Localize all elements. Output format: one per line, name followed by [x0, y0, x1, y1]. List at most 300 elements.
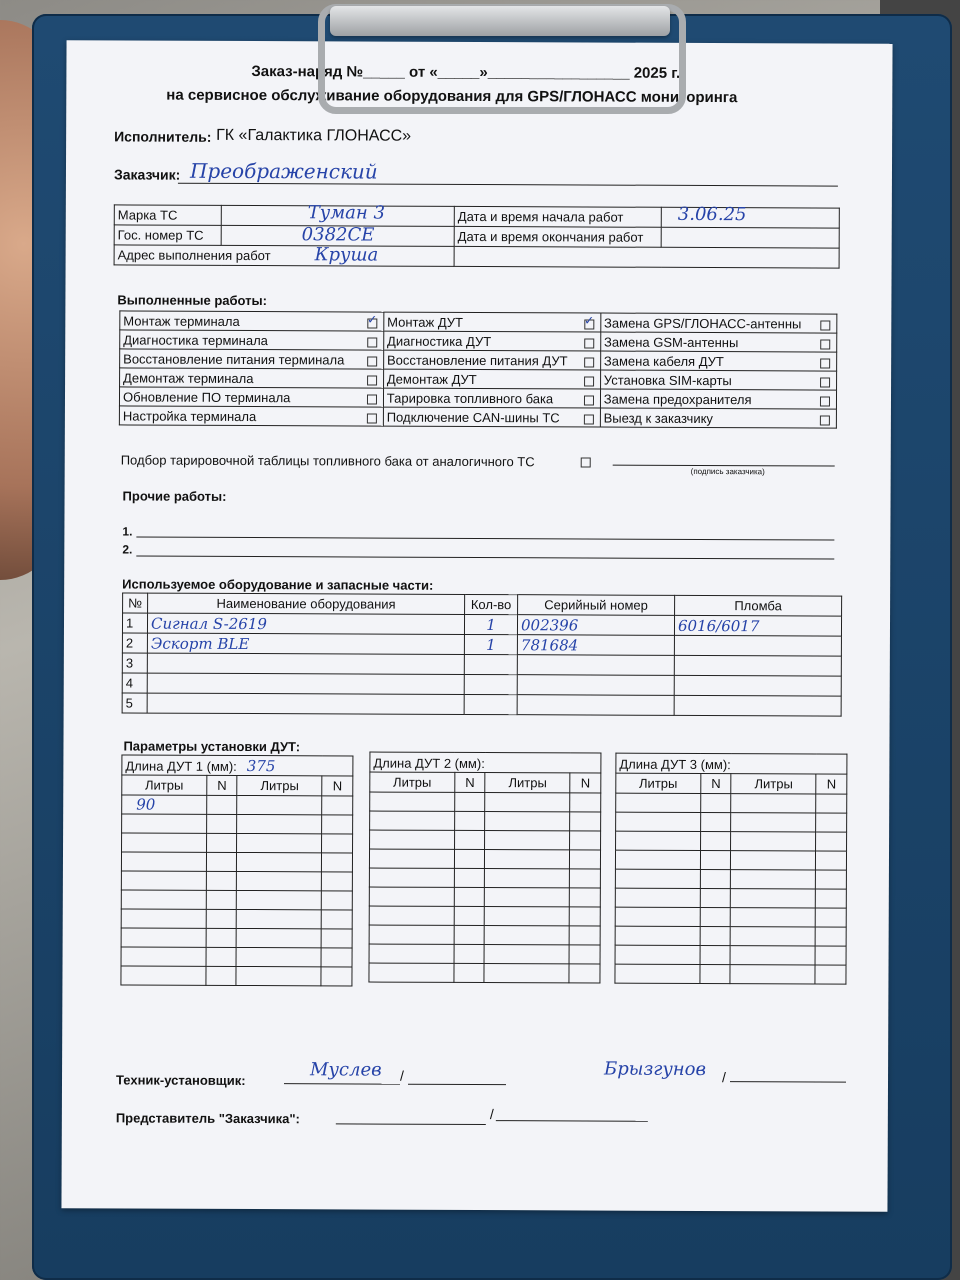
- dut-header-cell: Литры: [731, 774, 816, 794]
- works-cell: [120, 349, 384, 369]
- dut-data-cell: [121, 966, 206, 985]
- dut-data-cell: [206, 871, 237, 890]
- dut-data-cell: [322, 834, 353, 853]
- other-line-2: [136, 556, 834, 560]
- dut-data-cell: [700, 869, 731, 888]
- dut-length-cell: [122, 755, 353, 776]
- dut-data-cell: [121, 852, 206, 871]
- dut-data-cell: [570, 869, 601, 888]
- works-item-label: Диагностика терминала: [123, 331, 268, 348]
- dut-header-row: [122, 775, 353, 796]
- dut-data-row: [369, 925, 600, 945]
- works-cell: [120, 311, 384, 331]
- dut-data-cell: [485, 793, 570, 812]
- dut-data-cell: [122, 814, 207, 833]
- dut-data-cell: [570, 850, 601, 869]
- technician-slash: /: [400, 1067, 404, 1084]
- dut-data-cell: [322, 796, 353, 815]
- dut-data-cell: [322, 891, 353, 910]
- dut-data-cell: [700, 926, 731, 945]
- dut-data-row: [121, 909, 352, 929]
- dut-data-cell: [206, 852, 237, 871]
- dut-data-row: [369, 963, 600, 983]
- representative-line: [336, 1123, 486, 1125]
- equipment-cell: [147, 653, 464, 674]
- equipment-cell: [674, 655, 841, 676]
- dut-data-cell: [454, 925, 485, 944]
- dut-data-cell: [237, 814, 322, 833]
- dut-header-cell: Литры: [370, 772, 455, 792]
- dut-data-row: [369, 906, 600, 926]
- works-cell: [383, 369, 600, 389]
- works-checkbox[interactable]: [820, 339, 830, 349]
- dut-data-cell: [322, 853, 353, 872]
- works-checkbox[interactable]: [584, 338, 594, 348]
- works-checkbox[interactable]: [820, 377, 830, 387]
- dut-data-cell: [700, 964, 731, 983]
- works-item-label: Монтаж терминала: [123, 312, 240, 329]
- dut-data-row: [616, 812, 847, 832]
- works-item-label: Подключение CAN-шины ТС: [386, 409, 560, 425]
- dut-length-row: [616, 753, 847, 774]
- dut-data-cell: [570, 793, 601, 812]
- dut-data-cell: [485, 831, 570, 850]
- works-item-label: Демонтаж ДУТ: [386, 371, 477, 387]
- dut-data-row: [615, 907, 846, 927]
- dut-data-cell: [121, 928, 206, 947]
- dut-data-row: [615, 850, 846, 870]
- technician-label: Техник-установщик:: [115, 1072, 246, 1088]
- dut-data-cell: [121, 890, 206, 909]
- dut-data-cell: [815, 946, 846, 965]
- brand-handwriting: Туман 3: [307, 202, 385, 224]
- dut-data-cell: [206, 833, 237, 852]
- equipment-cell: 002396: [517, 615, 674, 636]
- dut-data-cell: [731, 908, 816, 927]
- dut-data-cell: [730, 946, 815, 965]
- dut-data-row: [121, 852, 352, 872]
- dut-data-cell: [236, 947, 321, 966]
- dut-length-label: Длина ДУТ 3 (мм):: [619, 756, 731, 772]
- works-checkbox[interactable]: [584, 395, 594, 405]
- equipment-cell: 2: [122, 633, 147, 653]
- dut-length-label: Длина ДУТ 2 (мм):: [373, 755, 485, 771]
- dut-data-cell: [455, 792, 486, 811]
- dut-data-row: [615, 926, 846, 946]
- dut-data-cell: [700, 945, 731, 964]
- dut-data-cell: [615, 850, 700, 869]
- dut-data-cell: [701, 793, 732, 812]
- dut-length-label: Длина ДУТ 1 (мм):: [125, 757, 237, 774]
- works-item-label: Замена GPS/ГЛОНАСС-антенны: [604, 315, 802, 331]
- clipboard-clip-bar: [330, 6, 670, 36]
- dut-data-cell: [237, 909, 322, 928]
- dut-data-cell: [816, 794, 847, 813]
- dut-data-cell: [237, 833, 322, 852]
- title-line-2: на сервисное обслуживание оборудования для GPS/ГЛОНАСС мониторинга: [166, 86, 738, 107]
- dut-data-cell: [370, 811, 455, 830]
- dut-data-cell: [484, 945, 569, 964]
- equipment-cell: [147, 673, 464, 694]
- works-cell: [119, 406, 383, 426]
- dut-data-cell: [206, 814, 237, 833]
- address-handwriting: Круша: [314, 244, 379, 266]
- dut-data-cell: [206, 890, 237, 909]
- works-cell: [600, 332, 836, 352]
- equipment-cell: [674, 635, 841, 656]
- dut-data-cell: [700, 831, 731, 850]
- dut-data-row: [121, 947, 352, 967]
- works-checkbox[interactable]: [367, 376, 377, 386]
- dut-data-row: [615, 945, 846, 965]
- address-label: Адрес выполнения работ: [117, 247, 271, 264]
- dut-data-cell: [816, 832, 847, 851]
- dut-data-cell: [569, 964, 600, 983]
- equipment-cell: Эскорт BLE: [147, 633, 464, 654]
- works-item-label: Замена кабеля ДУТ: [603, 353, 724, 369]
- works-cell: [600, 351, 836, 371]
- dut-data-row: [369, 944, 600, 964]
- dut-data-cell: [369, 925, 454, 944]
- dut-length-row: [370, 752, 601, 773]
- end-cell: [661, 227, 839, 248]
- works-cell: [600, 408, 836, 428]
- dut-data-cell: [369, 944, 454, 963]
- works-title: Выполненные работы:: [117, 292, 268, 309]
- dut-data-cell: [731, 870, 816, 889]
- equipment-header-cell: Пломба: [675, 595, 842, 616]
- works-item-label: Диагностика ДУТ: [387, 333, 492, 349]
- other-line-1-num: 1.: [122, 524, 133, 539]
- customer-handwriting: Преображенский: [189, 158, 378, 184]
- dut-table: [368, 752, 601, 984]
- works-checkbox[interactable]: [367, 338, 377, 348]
- end-label: Дата и время окончания работ: [454, 226, 661, 247]
- dut-data-cell: [321, 929, 352, 948]
- works-item-label: Тарировка топливного бака: [386, 390, 554, 406]
- dut-data-cell: [485, 850, 570, 869]
- dut-data-cell: [616, 812, 701, 831]
- dut-data-cell: [615, 888, 700, 907]
- equipment-cell: 4: [122, 673, 147, 693]
- works-item-label: Установка SIM-карты: [603, 372, 732, 388]
- dut-header-cell: Литры: [485, 773, 570, 793]
- other-line-2-num: 2.: [122, 542, 133, 557]
- dut-data-cell: [569, 907, 600, 926]
- works-item-label: Демонтаж терминала: [123, 369, 254, 386]
- plate-cell: [221, 225, 454, 246]
- dut-data-row: [121, 928, 352, 948]
- equipment-cell: 5: [122, 693, 147, 713]
- dut-data-cell: [322, 872, 353, 891]
- dut-data-cell: [731, 927, 816, 946]
- dut-data-row: [369, 849, 600, 869]
- dut-data-cell: [322, 815, 353, 834]
- equipment-cell: 1: [464, 614, 517, 634]
- dut-data-cell: [206, 947, 237, 966]
- dut-data-cell: [454, 944, 485, 963]
- dut-header-cell: N: [455, 772, 486, 792]
- address-row: [114, 245, 454, 266]
- dut-data-cell: [321, 967, 352, 986]
- dut-data-cell: [237, 890, 322, 909]
- technician-name: Муслев: [310, 1059, 382, 1081]
- plate-handwriting: 0382CE: [301, 224, 375, 246]
- dut-length-cell: [370, 752, 601, 773]
- customer-label: Заказчик:: [113, 166, 181, 183]
- dut-data-cell: [485, 869, 570, 888]
- dut-data-cell: [569, 945, 600, 964]
- dut-length-cell: [616, 753, 847, 774]
- other-line-1: [136, 537, 834, 541]
- equipment-cell: 781684: [517, 635, 674, 656]
- dut-data-cell: [700, 907, 731, 926]
- dut-data-row: [616, 831, 847, 851]
- dut-data-row: [369, 868, 600, 888]
- dut-data-cell: [122, 833, 207, 852]
- dut-data-row: [615, 964, 846, 984]
- dut-data-cell: [454, 963, 485, 982]
- dut-data-cell: [815, 908, 846, 927]
- works-cell: [120, 330, 384, 350]
- works-item-label: Обновление ПО терминала: [122, 388, 291, 405]
- dut-table: [614, 753, 847, 985]
- works-item-label: Замена GSM-антенны: [603, 334, 739, 350]
- equipment-cell: [517, 675, 674, 696]
- dut-data-cell: [485, 926, 570, 945]
- dut-data-row: [369, 887, 600, 907]
- dut-data-cell: [206, 909, 237, 928]
- dut-data-cell: [815, 965, 846, 984]
- works-checkbox[interactable]: [584, 414, 594, 424]
- dut-data-cell: [485, 888, 570, 907]
- works-cell: [119, 387, 383, 407]
- equipment-table: [122, 592, 843, 716]
- works-item-label: Выезд к заказчику: [603, 410, 713, 426]
- other-title: Прочие работы:: [122, 488, 227, 504]
- calibration-label: Подбор тарировочной таблицы топливного бака от аналогичного ТС: [120, 452, 535, 470]
- equipment-cell: [674, 695, 841, 716]
- representative-line-2: [496, 1120, 648, 1122]
- works-item-label: Восстановление питания терминала: [123, 350, 345, 367]
- start-label: Дата и время начала работ: [454, 206, 661, 227]
- executor-value: ГК «Галактика ГЛОНАСС»: [216, 126, 412, 145]
- dut-data-row: [370, 830, 601, 850]
- works-cell: [384, 331, 601, 351]
- equipment-cell: Сигнал S-2619: [147, 613, 464, 634]
- equipment-header-cell: №: [123, 593, 148, 613]
- dut-header-cell: N: [570, 773, 601, 793]
- technician-name-line: [284, 1083, 400, 1085]
- dut-data-cell: [454, 887, 485, 906]
- dut-data-cell: [731, 813, 816, 832]
- works-checkbox[interactable]: [367, 395, 377, 405]
- technician-signature: Брызгунов: [604, 1058, 707, 1081]
- signature-caption: (подпись заказчика): [690, 466, 765, 477]
- equipment-cell: 3: [122, 653, 147, 673]
- works-checkbox[interactable]: [367, 319, 377, 329]
- equipment-cell: 1: [122, 613, 147, 633]
- dut-data-row: [121, 871, 352, 891]
- dut-data-cell: [236, 966, 321, 985]
- customer-line: [178, 183, 838, 187]
- dut-data-cell: [321, 948, 352, 967]
- address-empty: [454, 246, 839, 268]
- works-cell: [600, 389, 836, 409]
- dut-data-cell: [485, 812, 570, 831]
- dut-data-cell: [321, 910, 352, 929]
- dut-data-cell: [700, 888, 731, 907]
- works-cell: [383, 407, 600, 427]
- works-checkbox[interactable]: [584, 357, 594, 367]
- technician-extra-line: [408, 1084, 506, 1085]
- dut-data-cell: [237, 928, 322, 947]
- calibration-checkbox[interactable]: [581, 457, 591, 467]
- dut-header-cell: Литры: [616, 773, 701, 793]
- dut-data-cell: [731, 851, 816, 870]
- start-handwriting: 3.06.25: [677, 203, 747, 226]
- dut-data-cell: [206, 966, 237, 985]
- dut-data-cell: [369, 887, 454, 906]
- dut-title: Параметры установки ДУТ:: [123, 738, 301, 755]
- dut-data-cell: [454, 906, 485, 925]
- works-checkbox[interactable]: [820, 320, 830, 330]
- equipment-cell: 1: [464, 634, 517, 654]
- works-checkbox[interactable]: [367, 414, 377, 424]
- dut-header-row: [370, 772, 601, 793]
- equipment-cell: [464, 694, 517, 714]
- works-checkbox[interactable]: [367, 357, 377, 367]
- dut-data-cell: [570, 831, 601, 850]
- works-checkbox[interactable]: [820, 396, 830, 406]
- dut-data-cell: [569, 926, 600, 945]
- dut-data-cell: [454, 811, 485, 830]
- dut-data-cell: [615, 869, 700, 888]
- dut-data-cell: [816, 889, 847, 908]
- works-cell: [120, 368, 384, 388]
- executor-label: Исполнитель:: [114, 128, 212, 145]
- dut-header-cell: N: [816, 774, 847, 794]
- dut-data-row: [370, 792, 601, 812]
- dut-data-cell: [615, 926, 700, 945]
- dut-data-cell: [615, 945, 700, 964]
- works-item-label: Замена предохранителя: [603, 391, 752, 407]
- equipment-cell: [517, 655, 674, 676]
- works-cell: [384, 312, 601, 332]
- dut-data-cell: [731, 832, 816, 851]
- dut-data-row: [122, 795, 353, 815]
- dut-data-cell: [570, 888, 601, 907]
- work-order-sheet: [61, 40, 892, 1212]
- dut-data-cell: [730, 965, 815, 984]
- dut-header-cell: Литры: [237, 775, 322, 795]
- brand-label: Марка ТС: [114, 205, 221, 225]
- dut-data-cell: [206, 795, 237, 814]
- brand-cell: [221, 202, 454, 226]
- dut-data-cell: [615, 964, 700, 983]
- equipment-cell: [464, 674, 517, 694]
- works-checkbox[interactable]: [820, 358, 830, 368]
- dut-data-cell: [616, 831, 701, 850]
- works-checkbox[interactable]: [584, 319, 594, 329]
- works-item-label: Монтаж ДУТ: [387, 314, 464, 330]
- dut-header-cell: N: [701, 773, 732, 793]
- equipment-cell: [147, 693, 464, 714]
- works-cell: [600, 370, 836, 390]
- dut-data-cell: [121, 947, 206, 966]
- dut-data-cell: [484, 964, 569, 983]
- dut-data-cell: [454, 868, 485, 887]
- dut-data-cell: [121, 909, 206, 928]
- dut-data-row: [121, 966, 352, 986]
- dut-data-cell: [816, 870, 847, 889]
- dut-data-cell: [370, 792, 455, 811]
- table-row: [122, 693, 841, 716]
- equipment-cell: [674, 675, 841, 696]
- works-cell: [601, 313, 837, 333]
- dut-data-cell: [237, 871, 322, 890]
- dut-data-cell: [485, 907, 570, 926]
- equipment-cell: [464, 654, 517, 674]
- dut-header-cell: N: [207, 775, 238, 795]
- dut-header-row: [616, 773, 847, 794]
- equipment-header-cell: Кол-во: [465, 594, 518, 614]
- dut-data-cell: [237, 852, 322, 871]
- technician-sign-slash: /: [721, 1069, 726, 1086]
- dut-data-cell: [815, 927, 846, 946]
- dut-data-cell: [370, 830, 455, 849]
- dut-data-cell: [700, 850, 731, 869]
- representative-label: Представитель "Заказчика":: [115, 1110, 300, 1127]
- dut-data-row: [122, 814, 353, 834]
- works-item-label: Настройка терминала: [122, 407, 257, 424]
- works-checkbox[interactable]: [820, 415, 830, 425]
- plate-label: Гос. номер ТС: [114, 225, 221, 245]
- vehicle-table: [114, 204, 840, 268]
- dut-data-cell: [206, 928, 237, 947]
- equipment-title: Используемое оборудование и запасные части:: [122, 576, 434, 593]
- dut-data-row: [616, 793, 847, 813]
- works-row: [119, 406, 836, 428]
- dut-table: [120, 754, 353, 986]
- technician-sign-line: [730, 1081, 846, 1083]
- representative-slash: /: [489, 1106, 494, 1123]
- equipment-header-cell: Наименование оборудования: [148, 593, 465, 614]
- works-table: [119, 310, 837, 428]
- dut-data-cell: [731, 889, 816, 908]
- dut-data-cell: [700, 812, 731, 831]
- start-cell: [661, 203, 839, 228]
- dut-data-cell: [369, 906, 454, 925]
- dut-data-cell: 90: [122, 795, 207, 814]
- dut-data-row: [370, 811, 601, 831]
- dut-data-cell: [369, 849, 454, 868]
- works-item-label: Восстановление питания ДУТ: [386, 352, 568, 368]
- dut-length-value: 375: [246, 756, 276, 775]
- dut-data-cell: [616, 793, 701, 812]
- works-checkbox[interactable]: [584, 376, 594, 386]
- dut-data-row: [121, 890, 352, 910]
- dut-data-row: [615, 888, 846, 908]
- dut-data-cell: [237, 795, 322, 814]
- dut-header-cell: N: [322, 776, 353, 796]
- dut-data-cell: [121, 871, 206, 890]
- dut-data-cell: [816, 851, 847, 870]
- dut-data-cell: [369, 868, 454, 887]
- dut-data-row: [615, 869, 846, 889]
- title-line-1: Заказ-наряд №_____ от «_____»_________________ 2025 г.: [251, 63, 681, 82]
- dut-data-cell: [369, 963, 454, 982]
